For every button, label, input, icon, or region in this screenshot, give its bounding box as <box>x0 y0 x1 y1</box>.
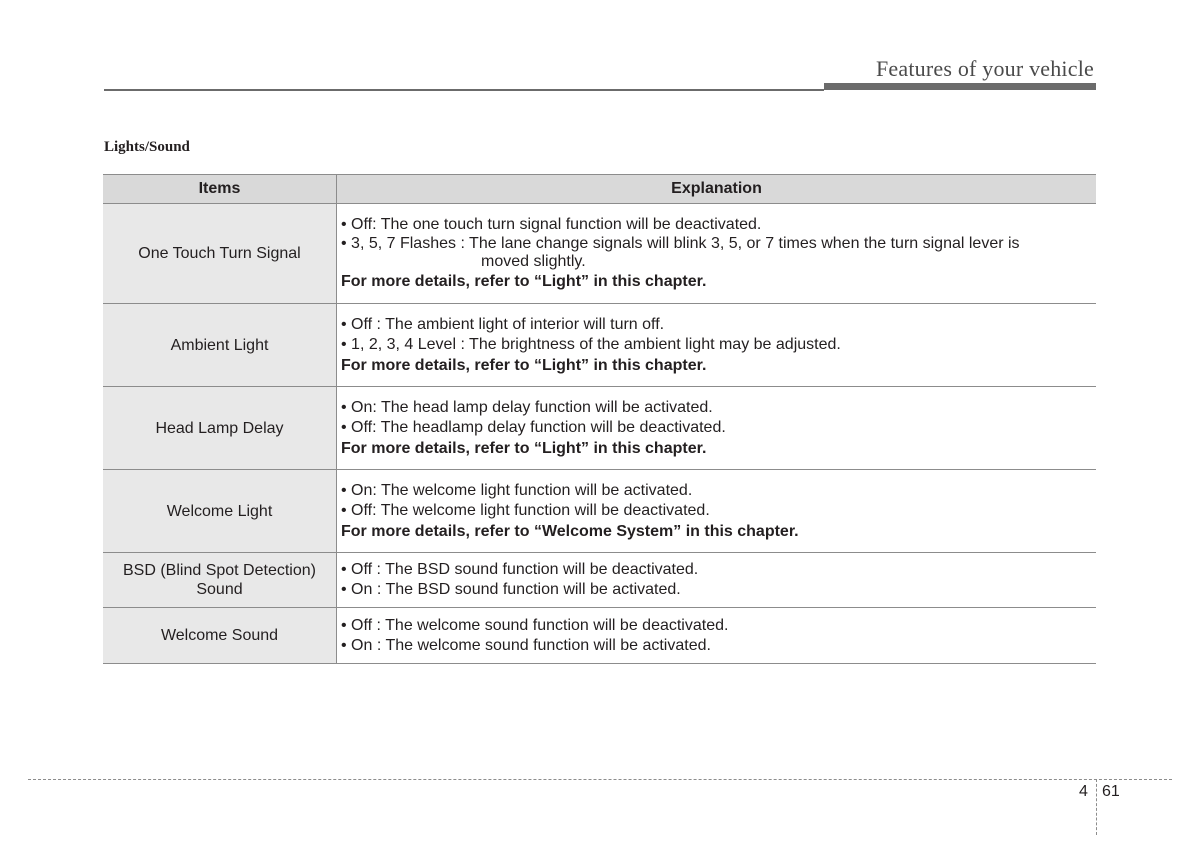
explanation-bullet: • Off: The headlamp delay function will be deactivated. <box>341 418 726 436</box>
header-rule <box>104 89 824 91</box>
chapter-number: 4 <box>1079 783 1088 800</box>
table-row-head-lamp-delay <box>103 387 1096 470</box>
explanation-cell <box>337 553 1097 608</box>
explanation-bullet: • On : The welcome sound function will be activated. <box>341 636 711 654</box>
explanation-note: For more details, refer to “Welcome System” in this chapter. <box>341 522 799 540</box>
explanation-bullet: • Off : The welcome sound function will be deactivated. <box>341 616 729 634</box>
explanation-cell <box>337 387 1097 470</box>
explanation-bullet: • 3, 5, 7 Flashes : The lane change signals will blink 3, 5, or 7 times when the turn signal lever is <box>341 235 1020 252</box>
table-row-welcome-light <box>103 470 1096 553</box>
table-row-welcome-sound <box>103 608 1096 664</box>
explanation-bullet: • 1, 2, 3, 4 Level : The brightness of the ambient light may be adjusted. <box>341 335 841 353</box>
explanation-bullet: • Off : The ambient light of interior will turn off. <box>341 315 665 333</box>
item-cell <box>103 553 337 608</box>
explanation-bullet: • On : The BSD sound function will be activated. <box>341 581 681 598</box>
item-label-line: Sound <box>196 581 243 598</box>
explanation-cell <box>337 470 1097 553</box>
item-cell: Head Lamp Delay <box>103 387 337 470</box>
header-rule-accent <box>824 83 1096 90</box>
footer-page-divider <box>1096 779 1097 835</box>
explanation-bullet: • Off : The BSD sound function will be deactivated. <box>341 561 699 578</box>
explanation-note: For more details, refer to “Light” in this chapter. <box>341 439 707 457</box>
item-cell: Ambient Light <box>103 304 337 387</box>
section-heading: Lights/Sound <box>104 139 190 155</box>
explanation-bullet: • On: The welcome light function will be activated. <box>341 481 693 499</box>
explanation-bullet-continuation: moved slightly. <box>481 253 586 270</box>
footer-divider <box>28 779 1172 780</box>
item-cell: One Touch Turn Signal <box>103 204 337 304</box>
explanation-note: For more details, refer to “Light” in this chapter. <box>341 273 707 290</box>
table-row-ambient-light <box>103 304 1096 387</box>
page-header-title: Features of your vehicle <box>875 56 1094 81</box>
column-header-items: Items <box>103 175 337 204</box>
table-row-one-touch-turn-signal <box>103 204 1096 304</box>
item-cell: Welcome Sound <box>103 608 337 664</box>
column-header-explanation: Explanation <box>337 175 1097 204</box>
explanation-cell <box>337 608 1097 664</box>
item-label-line: BSD (Blind Spot Detection) <box>123 562 316 579</box>
explanation-bullet: • Off: The welcome light function will be deactivated. <box>341 501 710 519</box>
explanation-bullet: • Off: The one touch turn signal function will be deactivated. <box>341 216 762 233</box>
settings-table <box>103 174 1096 664</box>
table-header-row <box>103 175 1096 204</box>
explanation-bullet: • On: The head lamp delay function will be activated. <box>341 398 713 416</box>
page-number: 61 <box>1102 783 1120 800</box>
explanation-cell <box>337 204 1097 304</box>
explanation-note: For more details, refer to “Light” in this chapter. <box>341 356 707 374</box>
explanation-cell <box>337 304 1097 387</box>
item-cell: Welcome Light <box>103 470 337 553</box>
table-row-bsd-sound <box>103 553 1096 608</box>
